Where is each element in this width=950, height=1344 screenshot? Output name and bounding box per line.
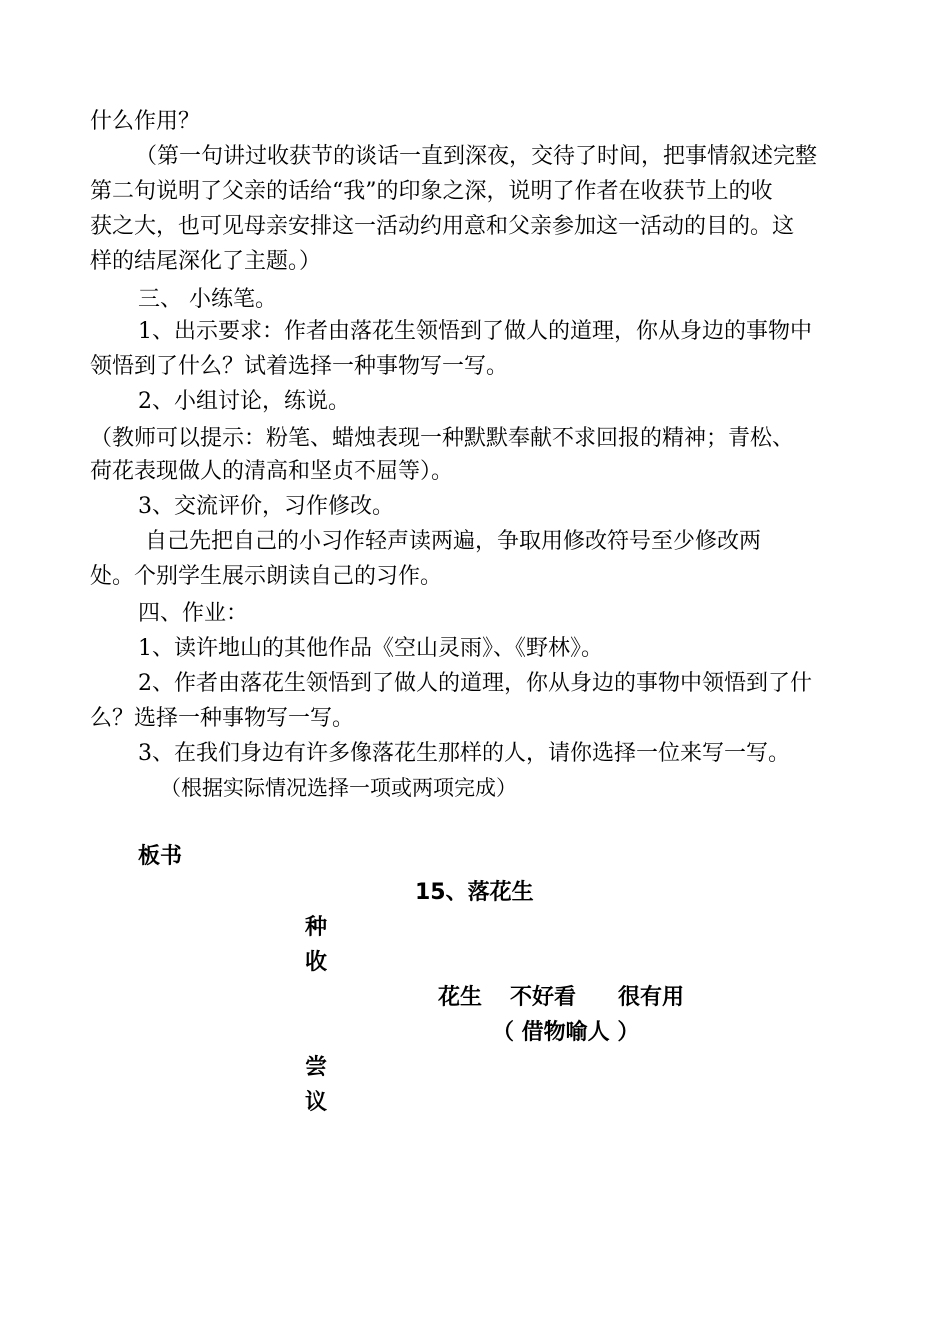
- board-left-1: 种: [305, 915, 328, 940]
- board-not-pretty: 不好看: [510, 985, 577, 1010]
- text-line: 2、小组讨论，练说。: [138, 389, 350, 414]
- text-line: 2、作者由落花生领悟到了做人的道理，你从身边的事物中领悟到了什: [138, 671, 812, 696]
- text-line: 样的结尾深化了主题。）: [90, 249, 322, 274]
- text-line: 获之大，也可见母亲安排这一活动约用意和父亲参加这一活动的目的。这: [90, 214, 795, 239]
- board-left-3: 尝: [305, 1055, 328, 1080]
- text-line: 什么作用？: [90, 109, 201, 134]
- section-heading: 三、 小练笔。: [138, 287, 277, 312]
- text-line: 处。个别学生展示朗读自己的习作。: [90, 564, 443, 589]
- text-line: 自己先把自己的小习作轻声读两遍，争取用修改符号至少修改两: [145, 529, 762, 554]
- board-left-2: 收: [305, 950, 328, 975]
- text-line: 3、交流评价，习作修改。: [138, 494, 394, 519]
- text-line: （第一句讲过收获节的谈话一直到深夜，交待了时间，把事情叙述完整: [135, 144, 818, 169]
- board-useful: 很有用: [618, 985, 685, 1010]
- text-line: （教师可以提示：粉笔、蜡烛表现一种默默奉献不求回报的精神；青松、: [90, 426, 795, 451]
- board-peanut: 花生: [438, 985, 483, 1010]
- board-title: 15、落花生: [415, 880, 534, 905]
- text-line: 荷花表现做人的清高和坚贞不屈等）。: [90, 459, 454, 484]
- board-label: 板书: [138, 844, 183, 869]
- section-heading: 四、作业：: [138, 601, 249, 626]
- text-line: （根据实际情况选择一项或两项完成）: [160, 776, 517, 800]
- board-left-4: 议: [305, 1090, 328, 1115]
- text-line: 第二句说明了父亲的话给“我”的印象之深，说明了作者在收获节上的收: [90, 179, 773, 204]
- board-summary: （ 借物喻人 ）: [492, 1020, 640, 1045]
- text-line: 么？选择一种事物写一写。: [90, 706, 355, 731]
- text-line: 领悟到了什么？试着选择一种事物写一写。: [90, 354, 509, 379]
- text-line: 1、读许地山的其他作品《空山灵雨》、《野林》。: [138, 636, 603, 661]
- text-line: 1、出示要求：作者由落花生领悟到了做人的道理，你从身边的事物中: [138, 319, 812, 344]
- text-line: 3、在我们身边有许多像落花生那样的人，请你选择一位来写一写。: [138, 741, 790, 766]
